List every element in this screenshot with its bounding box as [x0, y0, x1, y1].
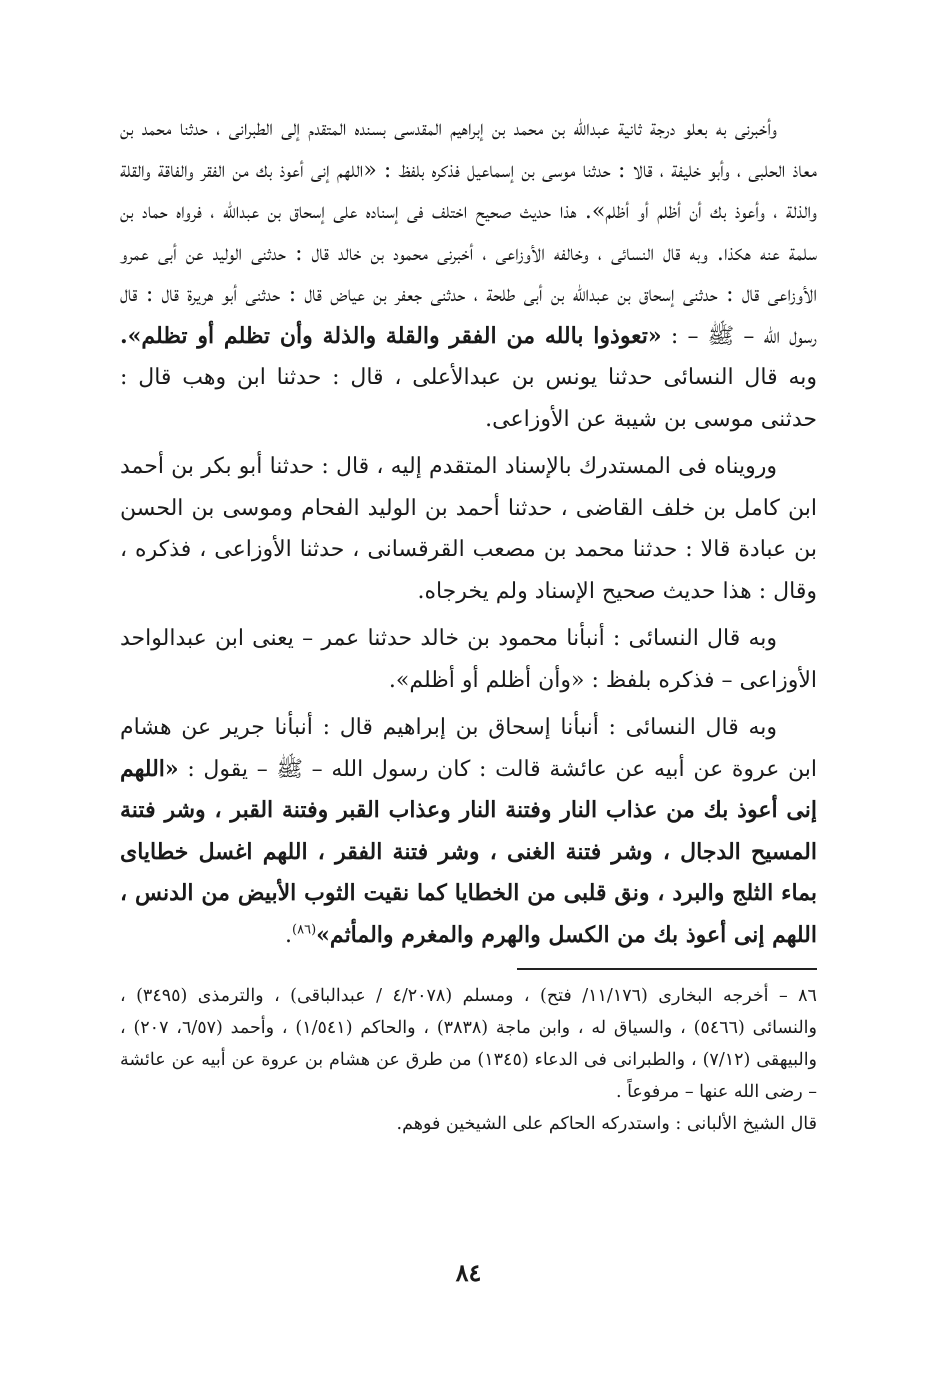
hadith-quote-2: «اللهم إنى أعوذ بك من عذاب النار وفتنة النار وعذاب القبر وفتنة القبر ، وشر فتنة المسيح الدجال ، وشر فتنة الغنى ، وشر فتنة الفقر ، اللهم اغسل خطاياى بماء الثلج والبرد ، ونق قلبى من الخطايا كما نقيت الثوب الأبيض من الدنس ، اللهم إنى أعوذ بك من الكسل والهرم والمغرم والمأثم»	[120, 755, 817, 948]
footnote-reference: (٨٦)	[292, 922, 317, 938]
page-number: ٨٤	[455, 1258, 482, 1287]
footnote-86: ٨٦ – أخرجه البخارى (١١/١٧٦/ فتح) ، ومسلم (٤/٢٠٧٨ / عبدالباقى) ، والترمذى (٣٤٩٥) ، والنسائى (٥٤٦٦) ، والسياق له ، وابن ماجة (٣٨٣٨) ، والحاكم (١/٥٤١) ، وأحمد (٦/٥٧، ٢٠٧) ، والبيهقى (٧/١٢) ، والطبرانى فى الدعاء (١٣٤٥) من طرق عن هشام بن عروة عن أبيه عن عائشة – رضى الله عنها – مرفوعاً .	[120, 986, 818, 1102]
hadith-quote-1: «تعوذوا بالله من الفقر والقلة والذلة وأن تظلم أو تظلم».	[120, 322, 662, 349]
paragraph-1-text-b: وبه قال النسائى حدثنا يونس بن عبدالأعلى ، قال : حدثنا ابن وهب قال : حدثنى موسى بن شيبة عن الأوزاعى.	[120, 365, 817, 432]
footnote-divider	[517, 968, 817, 970]
paragraph-1	[120, 108, 817, 440]
paragraph-4	[120, 707, 817, 956]
paragraph-1-text-a: وأخبرنى به بعلو درجة ثانية عبدالله بن محمد بن إبراهيم المقدسى بسنده المتقدم إلى الطبرانى ، حدثنا محمد بن معاذ الحلبى ، وأبو خليفة ، قالا : حدثنا موسى بن إسماعيل فذكره بلفظ : «اللهم إنى أعوذ بك من الفقر والفاقة والقلة والذلة ، وأعوذ بك أن أظلم أو أظلم». هذا حديث صحيح اختلف فى إسناده على إسحاق بن عبدالله ، فرواه حماد بن سلمة عنه هكذا. وبه قال النسائى ، وخالفه الأوزاعى ، أخبرنى محمود بن خالد قال : حدثنى الوليد عن أبى عمرو الأوزاعى قال : حدثنى إسحاق بن عبدالله بن أبى طلحة ، حدثنى جعفر بن عياض قال : حدثنى أبو هريرة قال : قال رسول الله – ﷺ – :	[120, 116, 818, 349]
footnotes	[120, 980, 817, 1140]
footnote-86-comment: قال الشيخ الألبانى : واستدركه الحاكم على الشيخين فوهم.	[396, 1114, 817, 1134]
paragraph-4-end: .	[285, 922, 293, 948]
paragraph-2: ورويناه فى المستدرك بالإسناد المتقدم إليه ، قال : حدثنا أبو بكر بن أحمد ابن كامل بن خلف القاضى ، حدثنا أحمد بن الوليد الفحام وموسى بن الحسن بن عبادة قالا : حدثنا محمد بن مصعب القرقسانى ، حدثنا الأوزاعى ، فذكره ، وقال : هذا حديث صحيح الإسناد ولم يخرجاه.	[120, 454, 817, 604]
paragraph-3: وبه قال النسائى : أنبأنا محمود بن خالد حدثنا عمر – يعنى ابن عبدالواحد الأوزاعى – فذكره بلفظ : «وأن أظلم أو أظلم».	[120, 626, 817, 693]
main-text	[120, 108, 817, 956]
paragraph-4-text-a: وبه قال النسائى : أنبأنا إسحاق بن إبراهيم قال : أنبأنا جرير عن هشام ابن عروة عن أبيه عن عائشة قالت : كان رسول الله – ﷺ – يقول :	[120, 715, 817, 782]
